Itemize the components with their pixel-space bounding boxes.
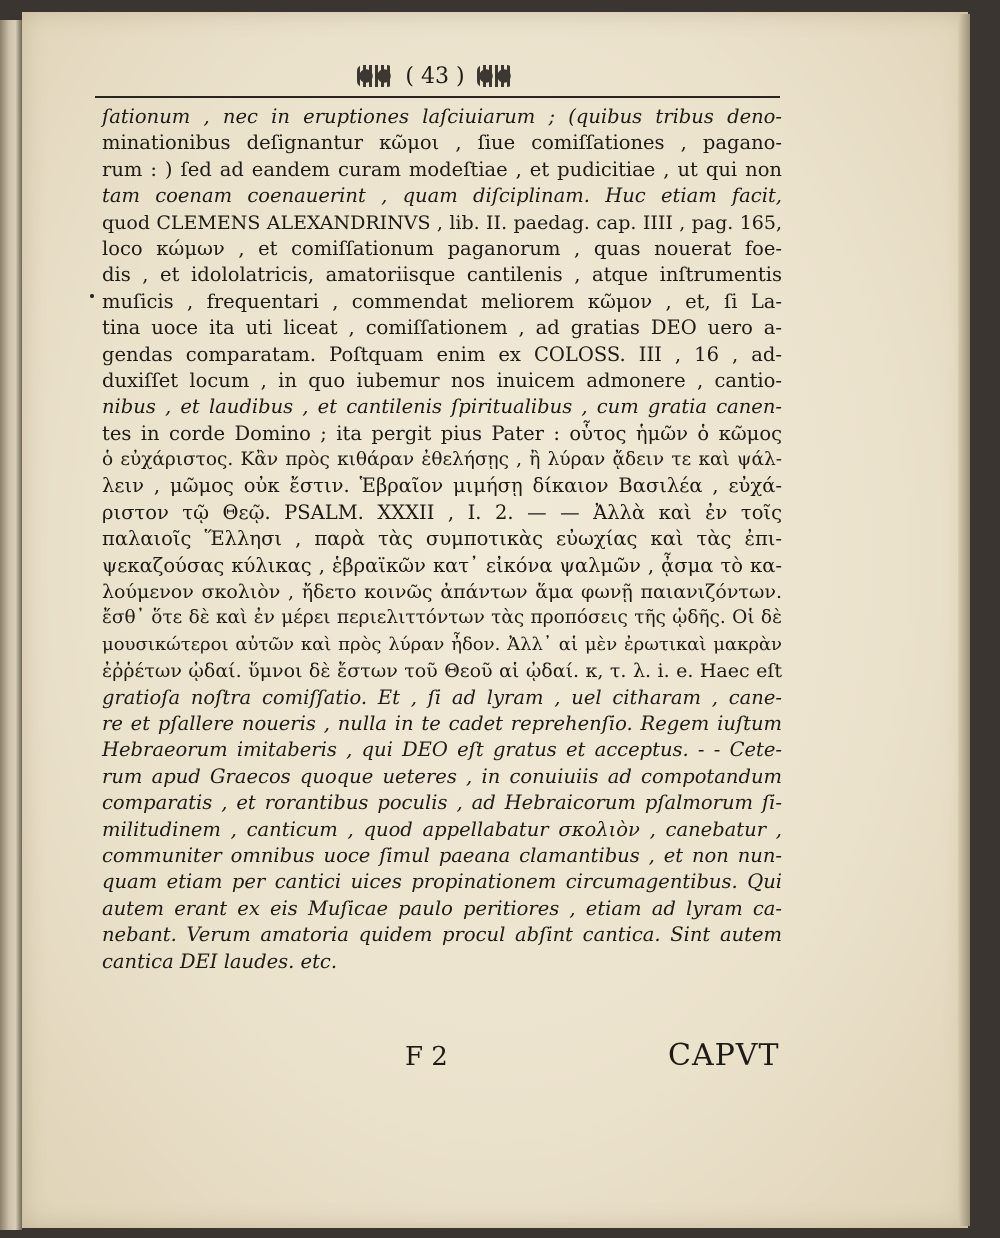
text-line: gratioſa noſtra comiſſatio. Et , ſi ad lyram , uel citharam , cane- — [102, 685, 782, 709]
text-line: minationibus deſignantur κῶμοι , ſiue comiſſationes , pagano- — [102, 131, 782, 155]
text-line: nebant. Verum amatoria quidem procul abſint cantica. Sint autem — [102, 923, 782, 947]
text-line: quod CLEMENS ALEXANDRINVS , lib. II. paedag. cap. IIII , pag. 165, — [102, 211, 782, 234]
text-line: muſicis , frequentari , commendat meliorem κῶμον , et, ſi La- — [102, 289, 782, 313]
facing-page-edge — [0, 20, 22, 1230]
text-line: rum apud Graecos quoque ueteres , in conuiuiis ad compotandum — [102, 764, 782, 788]
text-line: dis , et idololatricis, amatoriisque cantilenis , atque inſtrumentis — [102, 263, 782, 287]
text-line: nibus , et laudibus , et cantilenis ſpiritualibus , cum gratia canen- — [102, 395, 782, 419]
text-line: loco κώμων , et comiſſationum paganorum , quas nouerat foe- — [102, 236, 782, 260]
left-ornament-icon — [357, 65, 393, 87]
signature-mark: F 2 — [405, 1042, 448, 1072]
text-line: quam etiam per cantici uices propinationem circumagentibus. Qui — [102, 870, 782, 894]
right-ornament-icon — [477, 65, 513, 87]
text-line: cantica DEI laudes. etc. — [102, 949, 338, 973]
page-fore-edge — [958, 14, 970, 1226]
text-line: ſationum , nec in eruptiones laſciuiarum ; (quibus tribus deno- — [102, 105, 782, 128]
text-line: militudinem , canticum , quod appellabatur σκολιὸν , canebatur , — [102, 817, 782, 841]
text-line: Hebraeorum imitaberis , qui DEO eſt gratus et acceptus. - - Cete- — [102, 738, 782, 762]
catchword: CAPVT — [668, 1038, 780, 1073]
text-line: λούμενον σκολιὸν , ἤδετο κοινῶς ἀπάντων ἅμα φωνῇ παιανιζόντων. — [102, 581, 782, 604]
text-line: μουσικώτεροι αὐτῶν καὶ πρὸς λύραν ἦδον. Ἀλλ᾽ αἱ μὲν ἐρωτικαὶ μακρὰν — [102, 633, 782, 655]
text-line: re et pſallere noueris , nulla in te cadet reprehenſio. Regem iuſtum — [102, 711, 782, 735]
text-line: tam coenam coenauerint , quam diſciplinam. Huc etiam facit, — [102, 184, 782, 208]
text-line: ὁ εὐχάριστος. Κἂν πρὸς κιθάραν ἐθελήσῃς , ἢ λύραν ᾄδειν τε καὶ ψάλ- — [102, 449, 782, 471]
text-line: communiter omnibus uoce ſimul paeana clamantibus , et non nun- — [102, 843, 782, 867]
page-number: ( 43 ) — [405, 63, 465, 89]
body-text — [102, 104, 782, 975]
text-line: ψεκαζούσας κύλικας , ἑβραϊκῶν κατ᾽ εἰκόνα ψαλμῶν , ᾆσμα τὸ κα- — [102, 553, 782, 577]
text-line: λειν , μῶμος οὐκ ἔστιν. Ἑβραῖον μιμήσῃ δίκαιον Βασιλέα , εὐχά- — [102, 474, 782, 498]
text-line: autem erant ex eis Muſicae paulo peritiores , etiam ad lyram ca- — [102, 896, 782, 920]
text-line: ἔσθ᾽ ὅτε δὲ καὶ ἐν μέρει περιελιττόντων τὰς προπόσεις τῆς ᾠδῆς. Οἱ δὲ — [102, 607, 782, 629]
page-header — [315, 60, 555, 92]
text-line: παλαιοῖς Ἕλλησι , παρὰ τὰς συμποτικὰς εὐωχίας καὶ τὰς ἐπι- — [102, 527, 782, 551]
text-line: duxiſſet locum , in quo iubemur nos inuicem admonere , cantio- — [102, 368, 782, 392]
text-line: rum : ) ſed ad eandem curam modeſtiae , et pudicitiae , ut qui non — [102, 157, 782, 181]
text-line: gendas comparatam. Poſtquam enim ex COLOSS. III , 16 , ad- — [102, 342, 782, 366]
text-line: ἐῤῥέτων ᾠδαί. ὕμνοι δὲ ἔστων τοῦ Θεοῦ αἱ ᾠδαί. κ, τ. λ. i. e. Haec eſt — [102, 660, 782, 683]
header-rule — [95, 96, 780, 98]
text-line: comparatis , et rorantibus poculis , ad Hebraicorum pſalmorum ſi- — [102, 791, 782, 815]
ink-speck — [90, 294, 94, 298]
text-line: tina uoce ita uti liceat , comiſſationem , ad gratias DEO uero a- — [102, 316, 782, 340]
text-line: ριστον τῷ Θεῷ. PSALM. XXXII , I. 2. — — Ἀλλὰ καὶ ἐν τοῖς — [102, 500, 782, 524]
text-line: tes in corde Domino ; ita pergit pius Pater : οὗτος ἡμῶν ὁ κῶμος — [102, 421, 782, 445]
